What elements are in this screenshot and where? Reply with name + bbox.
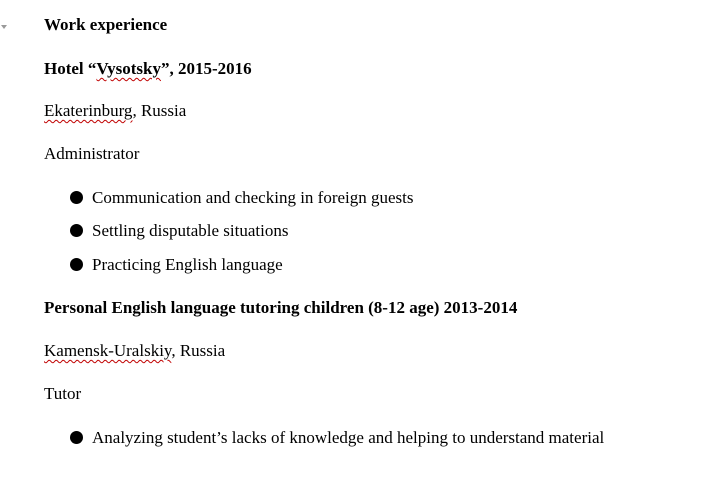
bullet-icon <box>70 258 83 271</box>
job-heading-hotel <box>44 59 252 79</box>
misspelled-word[interactable]: Ekaterinburg <box>44 101 133 120</box>
list-item <box>70 188 414 208</box>
bullet-icon <box>70 191 83 204</box>
job-role: Administrator <box>44 144 140 163</box>
location-text: , Russia <box>132 101 187 120</box>
job-heading-tutoring: Personal English language tutoring children (8-12 age) 2013-2014 <box>44 298 518 317</box>
list-item <box>70 255 283 275</box>
location-text: , Russia <box>171 341 226 360</box>
list-item-text: Analyzing student’s lacks of knowledge and helping to understand material <box>92 428 605 447</box>
list-item <box>70 221 288 241</box>
list-item-text: Communication and checking in foreign guests <box>92 188 414 207</box>
misspelled-word[interactable]: Vysotsky <box>96 59 161 78</box>
list-item-text: Practicing English language <box>92 255 283 274</box>
job-role: Tutor <box>44 384 82 403</box>
misspelled-word[interactable]: Kamensk-Uralskiy <box>44 341 172 360</box>
bullet-icon <box>70 431 83 444</box>
heading-text: ”, 2015-2016 <box>160 59 252 78</box>
job-location <box>44 101 186 121</box>
list-item <box>70 428 604 448</box>
heading-text: Hotel “ <box>44 59 97 78</box>
section-title: Work experience <box>44 15 168 34</box>
margin-marker-icon <box>1 25 7 29</box>
job-location <box>44 341 225 361</box>
bullet-icon <box>70 224 83 237</box>
list-item-text: Settling disputable situations <box>92 221 289 240</box>
